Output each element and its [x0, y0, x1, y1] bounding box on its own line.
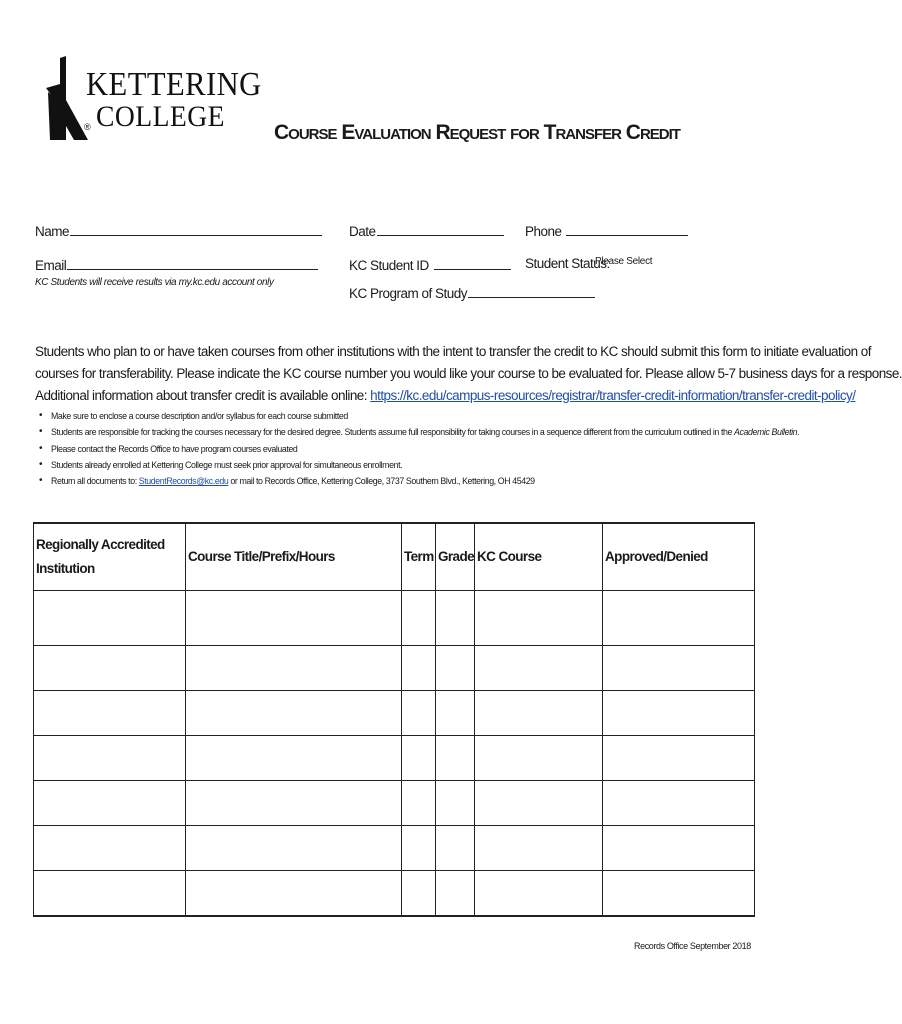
email-input-line[interactable] [67, 256, 318, 270]
table-cell[interactable] [402, 591, 436, 646]
table-cell[interactable] [475, 871, 603, 917]
table-cell[interactable] [603, 781, 755, 826]
table-cell[interactable] [603, 691, 755, 736]
table-row [34, 871, 755, 917]
table-cell[interactable] [436, 736, 475, 781]
instruction-text: Make sure to enclose a course description and/or syllabus for each course submitted [51, 411, 348, 421]
table-cell[interactable] [603, 871, 755, 917]
name-field[interactable] [35, 222, 322, 239]
table-row [34, 646, 755, 691]
table-cell[interactable] [603, 826, 755, 871]
logo-text-kettering: KETTERING [86, 66, 262, 103]
table-row [34, 736, 755, 781]
course-table [33, 522, 755, 917]
instruction-item [35, 457, 755, 473]
table-cell[interactable] [402, 691, 436, 736]
table-cell[interactable] [186, 691, 402, 736]
student-status-select[interactable]: Please Select [595, 256, 653, 267]
student-id-label: KC Student ID [349, 258, 429, 273]
table-cell[interactable] [475, 781, 603, 826]
intro-line-2: courses for transferability. Please indicate the KC course number you would like your course to be evaluated for. Please allow 5-7 business days for a response. [35, 366, 902, 381]
table-cell[interactable] [436, 826, 475, 871]
table-row [34, 781, 755, 826]
table-cell[interactable] [475, 826, 603, 871]
table-cell[interactable] [475, 691, 603, 736]
table-cell[interactable] [186, 826, 402, 871]
table-cell[interactable] [186, 646, 402, 691]
table-cell[interactable] [402, 871, 436, 917]
table-cell[interactable] [475, 736, 603, 781]
email-label: Email [35, 258, 67, 273]
name-input-line[interactable] [70, 222, 322, 236]
instruction-text: Students are responsible for tracking the courses necessary for the desired degree. Students assume full responsibility for taking courses in a sequence different from the curriculum outlined in the [51, 427, 735, 438]
transfer-policy-link[interactable]: https://kc.edu/campus-resources/registrar/transfer-credit-information/transfer-credit-policy/ [370, 388, 856, 403]
table-cell[interactable] [186, 591, 402, 646]
logo-text-college: COLLEGE [96, 100, 225, 133]
program-field[interactable] [349, 284, 595, 301]
program-input-line[interactable] [468, 284, 595, 298]
table-cell[interactable] [603, 646, 755, 691]
intro-line-1: Students who plan to or have taken courses from other institutions with the intent to transfer the credit to KC should submit this form to initiate evaluation of [35, 344, 871, 359]
table-cell[interactable] [34, 691, 186, 736]
instruction-text-end: . [797, 427, 800, 438]
table-cell[interactable] [603, 591, 755, 646]
table-cell[interactable] [603, 736, 755, 781]
instruction-text: or mail to Records Office, Kettering College, 3737 Southern Blvd., Kettering, OH 45429 [228, 476, 535, 487]
academic-bulletin-text: Academic Bulletin [734, 427, 798, 438]
instruction-item [35, 473, 755, 489]
header-institution: Regionally Accredited Institution [34, 523, 186, 591]
phone-input-line[interactable] [566, 222, 688, 236]
kettering-college-logo [44, 56, 262, 140]
table-cell[interactable] [186, 871, 402, 917]
date-input-line[interactable] [377, 222, 504, 236]
intro-line-3 [35, 385, 856, 407]
header-kc-course: KC Course [475, 523, 603, 591]
instruction-item [35, 424, 800, 440]
table-cell[interactable] [34, 646, 186, 691]
header-grade: Grade [436, 523, 475, 591]
table-cell[interactable] [402, 646, 436, 691]
instruction-text: Please contact the Records Office to have program courses evaluated [51, 443, 298, 454]
logo-mark [44, 56, 88, 140]
table-cell[interactable] [436, 591, 475, 646]
table-cell[interactable] [402, 736, 436, 781]
instruction-text: Return all documents to: [51, 476, 139, 487]
table-cell[interactable] [34, 826, 186, 871]
table-cell[interactable] [436, 871, 475, 917]
instruction-item [35, 408, 755, 424]
table-row [34, 826, 755, 871]
form-title: Course Evaluation Request for Transfer Credit [274, 121, 680, 144]
instruction-item [35, 441, 755, 457]
date-field[interactable] [349, 222, 504, 239]
email-field[interactable] [35, 256, 318, 273]
instruction-text: Students already enrolled at Kettering College must seek prior approval for simultaneous enrollment. [51, 459, 403, 470]
table-cell[interactable] [475, 591, 603, 646]
table-cell[interactable] [402, 826, 436, 871]
table-row [34, 691, 755, 736]
table-cell[interactable] [34, 781, 186, 826]
phone-label: Phone [525, 224, 562, 239]
instructions-list [35, 408, 800, 489]
table-cell[interactable] [186, 781, 402, 826]
table-cell[interactable] [34, 871, 186, 917]
name-label: Name [35, 224, 70, 239]
table-cell[interactable] [436, 781, 475, 826]
header-term: Term [402, 523, 436, 591]
date-label: Date [349, 224, 376, 239]
phone-field[interactable] [525, 222, 688, 239]
header-course: Course Title/Prefix/Hours [186, 523, 402, 591]
student-status-label: Student Status: [525, 256, 610, 271]
table-row [34, 591, 755, 646]
table-cell[interactable] [186, 736, 402, 781]
student-id-input-line[interactable] [434, 256, 511, 270]
table-cell[interactable] [34, 591, 186, 646]
table-cell[interactable] [475, 646, 603, 691]
student-records-email-link[interactable]: StudentRecords@kc.edu [138, 476, 229, 487]
table-cell[interactable] [34, 736, 186, 781]
program-label: KC Program of Study [349, 286, 468, 301]
intro-line-3-text: Additional information about transfer credit is available online: [35, 388, 371, 403]
table-cell[interactable] [436, 691, 475, 736]
student-id-field[interactable] [349, 256, 511, 273]
results-note: KC Students will receive results via my.kc.edu account only [35, 277, 274, 288]
table-header-row [34, 523, 755, 591]
table-cell[interactable] [436, 646, 475, 691]
logo-registered-mark: ® [84, 122, 92, 132]
header-approved: Approved/Denied [603, 523, 755, 591]
intro-paragraph [35, 341, 902, 407]
table-cell[interactable] [402, 781, 436, 826]
footer-revision: Records Office September 2018 [634, 941, 751, 951]
